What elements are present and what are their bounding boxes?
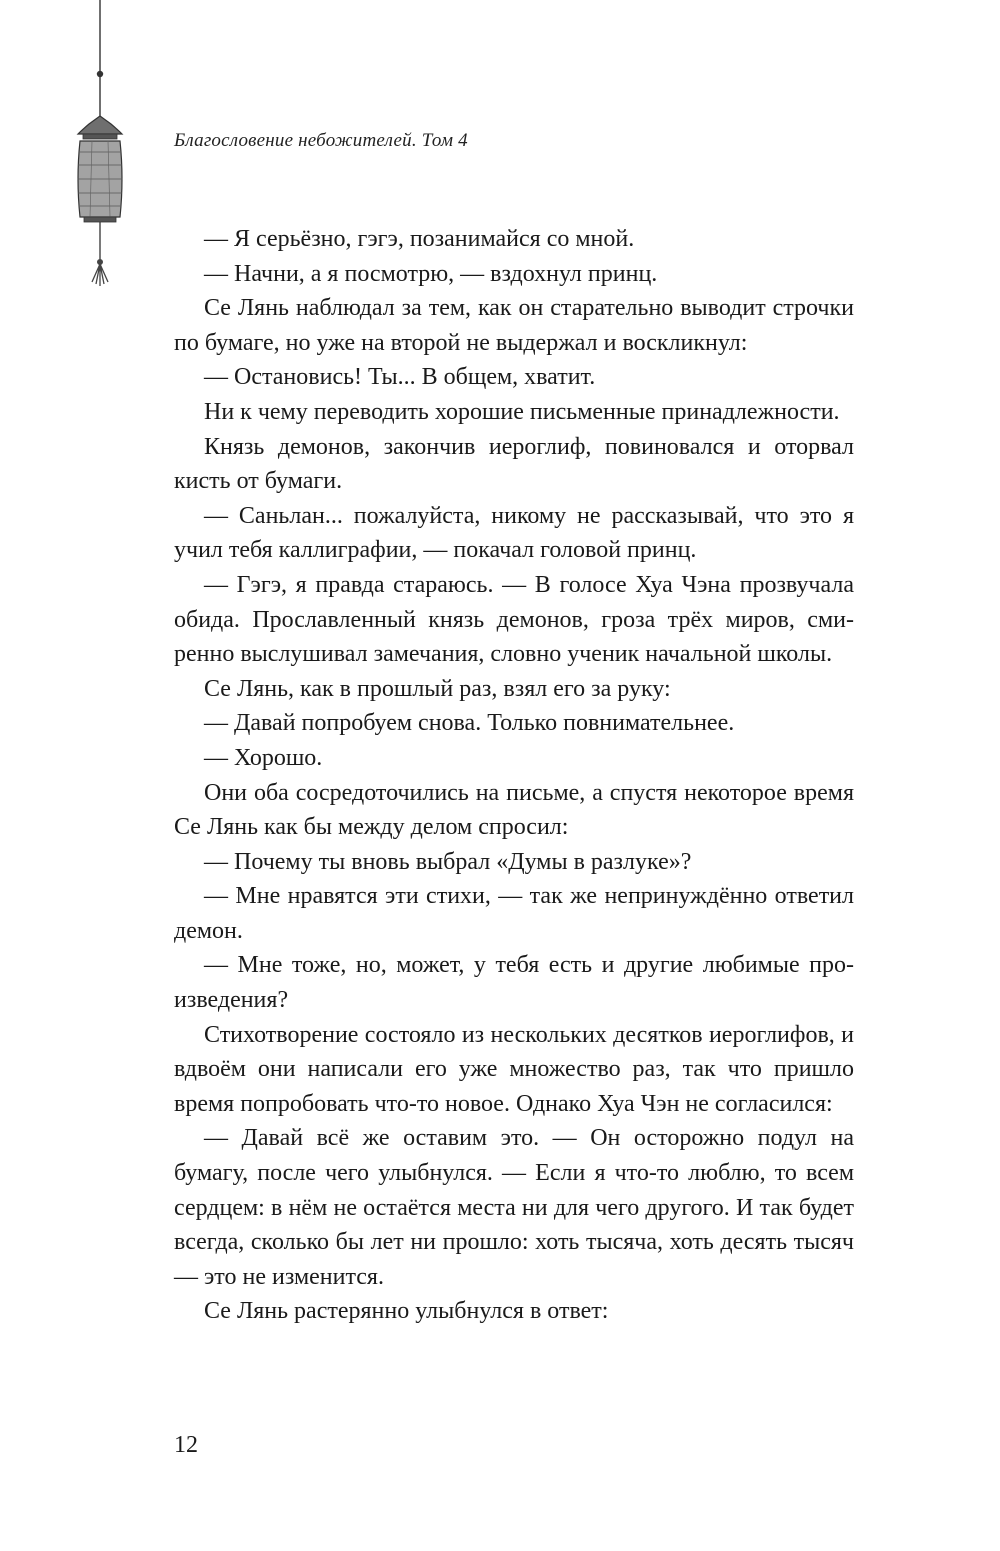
paragraph: Ни к чему переводить хорошие письменные принадлежности. <box>204 398 840 425</box>
paragraph: — Я серьёзно, гэгэ, позанимайся со мной. <box>204 226 635 252</box>
paragraph: — Мне нравятся эти стихи, — так же непринуждённо ответил демон. <box>174 883 854 944</box>
paragraph: — Хорошо. <box>204 744 323 771</box>
paragraph: Се Лянь наблюдал за тем, как он старательно выводит строчки по бумаге, но уже на второй не выдержал и воскликнул: <box>174 295 854 356</box>
paragraph: — Мне тоже, но, может, у тебя есть и другие любимые произведения? <box>174 952 854 1014</box>
paragraph: — Давай попробуем снова. Только повнимательнее. <box>204 710 735 737</box>
page-number: 12 <box>174 1432 198 1458</box>
hanging-lantern-icon <box>68 0 132 290</box>
paragraph: Се Лянь, как в прошлый раз, взял его за руку: <box>204 675 671 702</box>
paragraph: Князь демонов, закончив иероглиф, повиновался и оторвал кисть от бумаги. <box>174 433 854 495</box>
running-title: Благословение небожителей. Том 4 <box>174 130 468 151</box>
paragraph: Они оба сосредоточились на письме, а спустя некоторое время Се Лянь как бы между делом спросил: <box>174 779 854 841</box>
paragraph: Стихотворение состояло из нескольких десятков иероглифов, и вдвоём они написали его уже множество раз, так что пришло время попробовать что-то новое. Однако Хуа Чэн не согласился: <box>174 1021 854 1117</box>
paragraph: — Саньлан... пожалуйста, никому не рассказывай, что это я учил тебя каллиграфии, — покачал головой принц. <box>174 502 854 564</box>
paragraph: — Начни, а я посмотрю, — вздохнул принц. <box>204 260 658 287</box>
paragraph: — Давай всё же оставим это. — Он осторожно подул на бумагу, после чего улыбнулся. — Если я что-то люблю, то всем сердцем: в нём не остаётся места ни для чего другого. И так будет всегда, сколько бы лет ни прошло: хоть тысяча, хоть десять тысяч — это не изменится. <box>174 1125 854 1290</box>
body-text <box>174 222 854 1329</box>
paragraph: Се Лянь растерянно улыбнулся в ответ: <box>204 1298 609 1325</box>
paragraph: — Почему ты вновь выбрал «Думы в разлуке»? <box>204 848 692 875</box>
paragraph: — Остановись! Ты... В общем, хватит. <box>204 364 596 391</box>
paragraph: — Гэгэ, я правда стараюсь. — В голосе Хуа Чэна прозвучала обида. Прославленный князь демонов, гроза трёх миров, смиренно выслушивал замечания, словно ученик начальной школы. <box>174 571 854 668</box>
